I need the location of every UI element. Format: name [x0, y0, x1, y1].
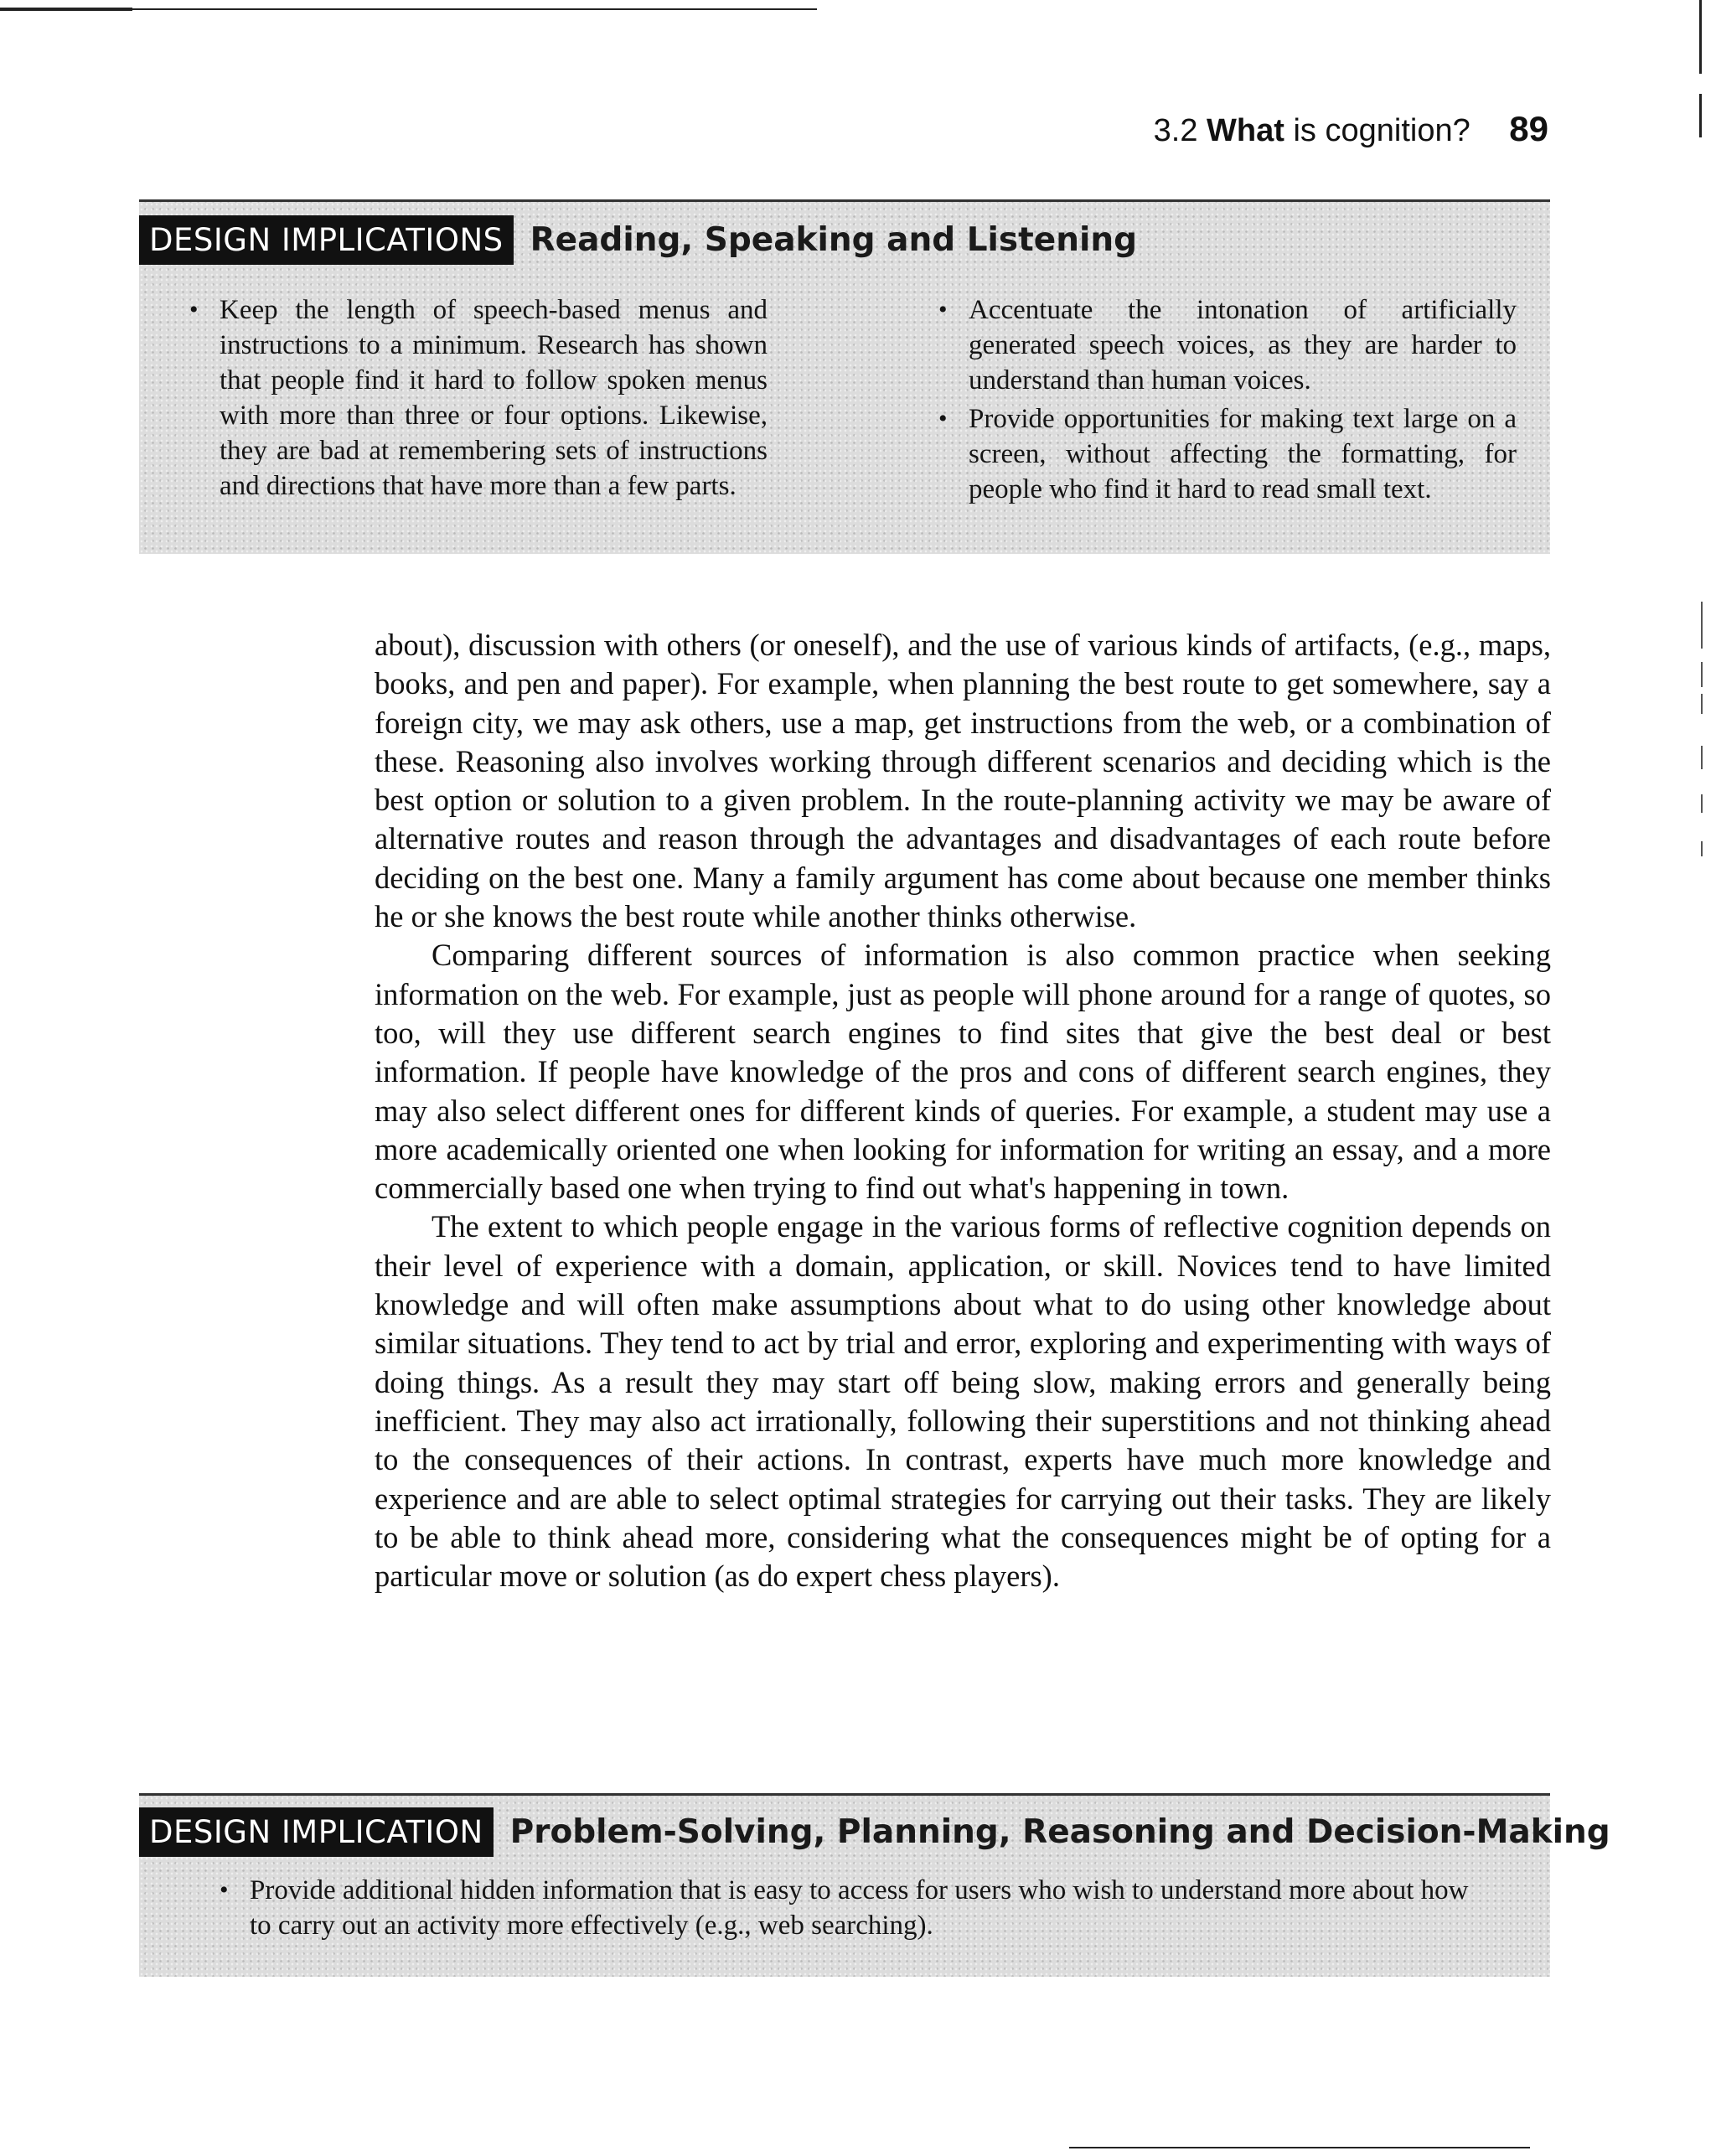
margin-tick	[1701, 694, 1703, 714]
box-title: Problem-Solving, Planning, Reasoning and Decision-Making	[509, 1812, 1610, 1851]
bullet-item: • Provide additional hidden information that is easy to access for users who wish to understand more about how to carry out an activity more effectively (e.g., web searching).	[220, 1873, 1483, 1943]
margin-tick	[1701, 746, 1703, 769]
bottom-rule	[1069, 2147, 1530, 2148]
top-rule-accent	[0, 8, 132, 11]
paragraph: Comparing different sources of information is also common practice when seeking information on the web. For example, just as people will phone around for a range of quotes, so too, will they use different search engines to find sites that give the best deal or best information. If people have knowledge of the pros and cons of different search engines, they may also select different ones for different kinds of queries. For example, a student may use a more academically oriented one when looking for information for writing an essay, and a more commercially based one when trying to find out what's happening in town.	[375, 938, 1551, 1206]
box-body	[139, 1869, 1550, 1943]
margin-mark	[1699, 0, 1702, 74]
section-title-rest: is cognition?	[1293, 113, 1470, 148]
box-columns	[139, 292, 1550, 507]
design-box-problem-solving	[139, 1793, 1610, 1977]
page-number: 89	[1509, 109, 1548, 148]
body-text	[375, 626, 1551, 1595]
box-tag: DESIGN IMPLICATION	[139, 1807, 494, 1857]
margin-tick	[1701, 794, 1703, 813]
bullet-item: • Keep the length of speech-based menus and instructions to a minimum. Research has shown that people find it hard to follow spoken menus with more than three or four options. Likewise, they are bad at remembering sets of instructions and directions that have more than a few parts.	[189, 292, 768, 504]
design-box-reading	[139, 199, 1550, 554]
bullet-item: • Provide opportunities for making text large on a screen, without affecting the formatting, for people who find it hard to read small text.	[938, 401, 1517, 507]
running-head	[1154, 109, 1548, 149]
box-title: Reading, Speaking and Listening	[530, 220, 1138, 259]
section-title-bold: What	[1207, 113, 1284, 148]
box-right-column	[938, 292, 1517, 507]
paragraph: The extent to which people engage in the various forms of reflective cognition depends on their level of experience with a domain, application, or skill. Novices tend to have limited knowledge and will often make assumptions about what to do using other knowledge about similar situations. They tend to act by trial and error, exploring and experimenting with ways of doing things. As a result they may start off being slow, making errors and generally being inefficient. They may also act irrationally, following their superstitions and not thinking ahead to the consequences of their actions. In contrast, experts have much more knowledge and experience and are able to select optimal strategies for carrying out their tasks. They are likely to be able to think ahead more, considering what the consequences might be of opting for a particular move or solution (as do expert chess players).	[375, 1209, 1551, 1594]
margin-mark	[1699, 94, 1702, 137]
box-left-column	[189, 292, 768, 507]
margin-tick	[1701, 841, 1703, 856]
box-header	[139, 1804, 1610, 1859]
section-number: 3.2	[1153, 113, 1198, 148]
box-tag: DESIGN IMPLICATIONS	[139, 215, 514, 265]
box-header	[139, 212, 1550, 267]
margin-tick	[1701, 602, 1703, 649]
margin-tick	[1701, 662, 1703, 687]
bullet-item: • Accentuate the intonation of artificially generated speech voices, as they are harder to understand than human voices.	[938, 292, 1517, 398]
paragraph: about), discussion with others (or oneself), and the use of various kinds of artifacts, (e.g., maps, books, and pen and paper). For example, when planning the best route to get somewhere, say a foreign city, we may ask others, use a map, get instructions from the web, or a combination of these. Reasoning also involves working through different scenarios and deciding which is the best option or solution to a given problem. In the route-planning activity we may be aware of alternative routes and reason through the advantages and disadvantages of each route before deciding on the best one. Many a family argument has come about because one member thinks he or she knows the best route while another thinks otherwise.	[375, 628, 1551, 934]
